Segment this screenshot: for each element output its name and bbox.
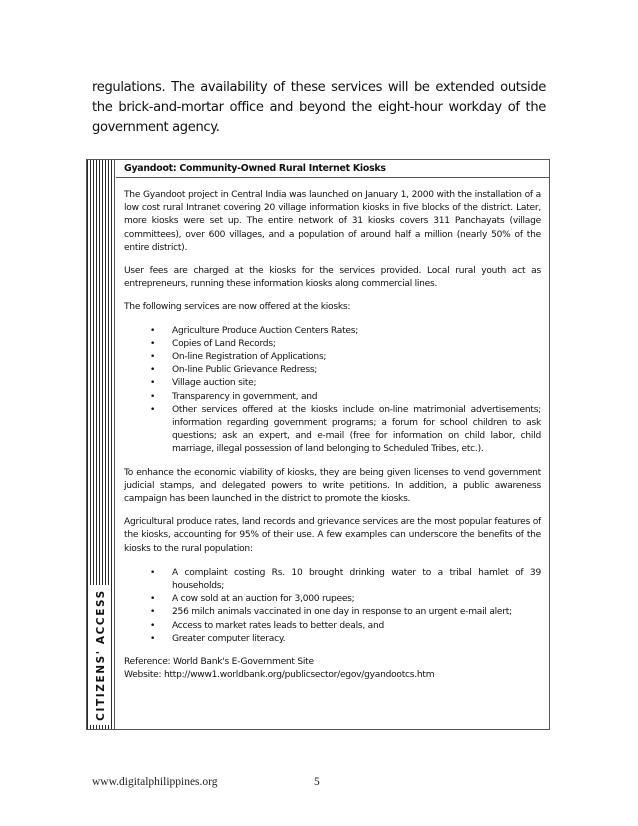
bullet-icon: • [150, 378, 156, 389]
bullet-icon: • [150, 404, 156, 415]
bullet-icon: • [150, 607, 156, 618]
list-item: • On-line Public Grievance Redress; [124, 364, 541, 377]
bullet-icon: • [150, 352, 156, 363]
list-item: • Village auction site; [124, 377, 541, 390]
examples-list [124, 567, 541, 646]
sidebar-label: CITIZENS' ACCESS [94, 589, 107, 721]
bullet-icon: • [150, 365, 156, 376]
bullet-icon: • [150, 338, 156, 349]
bullet-icon: • [150, 594, 156, 605]
list-item: • Agriculture Produce Auction Centers Rates; [124, 325, 541, 338]
paragraph-fees: User fees are charged at the kiosks for the services provided. Local rural youth act as entrepreneurs, running these information kiosks along commercial lines. [124, 266, 541, 290]
list-item: • Access to market rates leads to better deals, and [124, 620, 541, 633]
bullet-icon: • [150, 325, 156, 336]
bullet-icon: • [150, 391, 156, 402]
reference-text: Reference: World Bank's E-Government Site [124, 657, 314, 668]
services-list [124, 325, 541, 457]
bullet-icon: • [150, 633, 156, 644]
list-item: • Other services offered at the kiosks include on-line matrimonial advertisements; information regarding government programs; a forum for school children to ask questions; ask an expert, and e-mail (free for information on child labor, child marriage, illegal possession of land belonging to Scheduled Tribes, etc.). [150, 404, 541, 455]
list-item: • Transparency in government, and [124, 391, 541, 404]
list-item: • A cow sold at an auction for 3,000 rupees; [124, 593, 541, 606]
bullet-icon: • [150, 620, 156, 631]
box-content [116, 160, 549, 729]
list-item: • 256 milch animals vaccinated in one day in response to an urgent e-mail alert; [124, 606, 541, 619]
sidebar-band [87, 160, 115, 729]
paragraph-services-intro: The following services are now offered at the kiosks: [124, 302, 351, 313]
intro-paragraph: regulations. The availability of these services will be extended outside the brick-and-mortar office and beyond the eight-hour workday of the government agency. [92, 80, 546, 135]
list-item: • Copies of Land Records; [124, 338, 541, 351]
list-item: • On-line Registration of Applications; [124, 351, 541, 364]
case-study-box [86, 159, 550, 730]
box-title: Gyandoot: Community-Owned Rural Internet Kiosks [116, 160, 549, 178]
paragraph-benefits: Agricultural produce rates, land records and grievance services are the most popular features of the kiosks, accounting for 95% of their use. A few examples can underscore the benefits of the kiosks to the rural population: [124, 517, 541, 554]
paragraph-viability: To enhance the economic viability of kiosks, they are being given licenses to vend government judicial stamps, and delegated powers to write petitions. In addition, a public awareness campaign has been launched in the district to promote the kiosks. [124, 467, 541, 505]
paragraph-intro: The Gyandoot project in Central India was launched on January 1, 2000 with the installation of a low cost rural Intranet covering 20 village information kiosks in five blocks of the district. Later, more kiosks were set up. The entire network of 31 kiosks covers 311 Panchayats (village committees), over 600 villages, and a population of around half a million (nearly 50% of the entire district). [124, 190, 541, 253]
bullet-icon: • [150, 567, 156, 578]
list-item: • A complaint costing Rs. 10 brought drinking water to a tribal hamlet of 39 households; [150, 567, 541, 592]
website-text: Website: http://www1.worldbank.org/publicsector/egov/gyandootcs.htm [124, 670, 435, 681]
page-number: 5 [314, 776, 320, 788]
list-item: • Greater computer literacy. [124, 633, 541, 646]
footer-site: www.digitalphilippines.org [92, 776, 218, 788]
